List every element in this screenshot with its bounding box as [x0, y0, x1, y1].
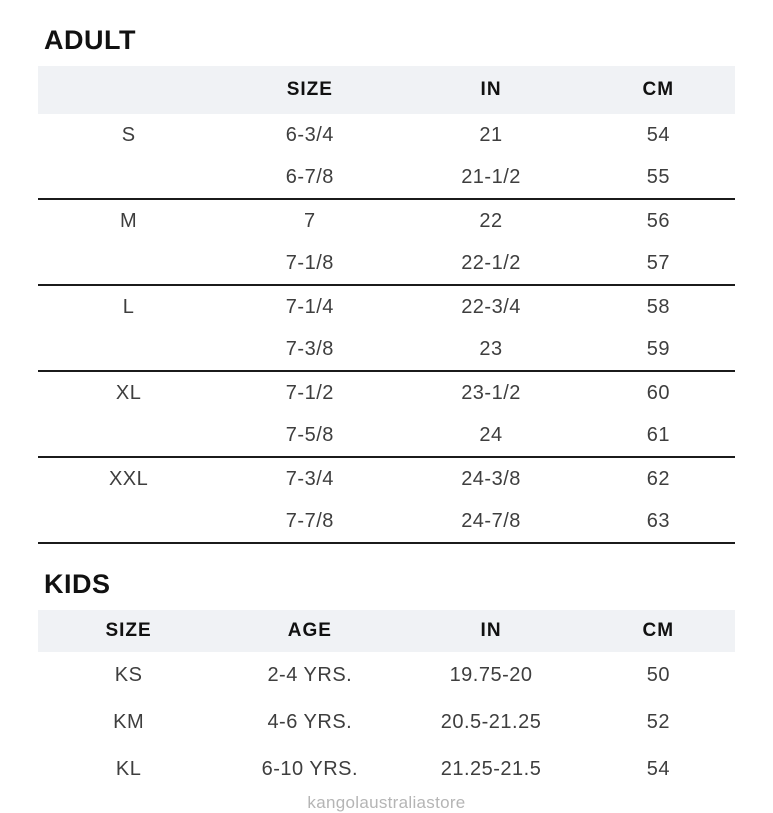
adult-section-title: ADULT	[44, 25, 136, 55]
table-row	[38, 199, 735, 242]
table-row	[38, 414, 735, 457]
size-group-label: KM	[113, 711, 145, 733]
table-row	[38, 242, 735, 285]
cell-size: 6-3/4	[285, 123, 334, 146]
cell-blank	[38, 242, 219, 285]
kids-col-header-cm: CM	[582, 610, 735, 652]
cell-cm: 58	[646, 295, 670, 318]
adult-col-header-size: SIZE	[219, 66, 400, 114]
kids-header-row	[38, 610, 735, 652]
adult-size-table	[38, 66, 735, 544]
cell-in: 24	[400, 414, 581, 457]
cell-cm: 59	[582, 328, 735, 371]
cell-cm: 54	[646, 123, 670, 146]
size-group-label: L	[122, 295, 135, 318]
cell-age: 6-10 YRS.	[261, 758, 359, 780]
cell-size: 7-5/8	[219, 414, 400, 457]
table-row	[38, 652, 735, 699]
kids-size-table	[38, 610, 735, 793]
cell-in: 20.5-21.25	[440, 711, 542, 733]
cell-cm: 62	[646, 467, 670, 490]
table-row	[38, 457, 735, 500]
cell-cm: 55	[582, 156, 735, 199]
cell-cm: 52	[646, 711, 670, 733]
table-row	[38, 156, 735, 199]
size-group-label: M	[120, 209, 138, 232]
table-row	[38, 371, 735, 414]
kids-col-header-in: IN	[400, 610, 581, 652]
cell-size: 7-7/8	[219, 500, 400, 543]
cell-size: 7-1/2	[285, 381, 334, 404]
cell-size: 7	[304, 209, 316, 232]
kids-section-title: KIDS	[44, 569, 111, 599]
adult-col-header-blank	[38, 66, 219, 114]
cell-size: 7-1/8	[219, 242, 400, 285]
cell-blank	[38, 500, 219, 543]
cell-in: 23	[400, 328, 581, 371]
cell-age: 2-4 YRS.	[267, 664, 353, 686]
cell-cm: 50	[646, 664, 670, 686]
cell-cm: 61	[582, 414, 735, 457]
kids-col-header-age: AGE	[219, 610, 400, 652]
cell-age: 4-6 YRS.	[267, 711, 353, 733]
size-group-label: XL	[115, 381, 142, 404]
cell-cm: 54	[646, 758, 670, 780]
table-row	[38, 114, 735, 156]
cell-blank	[38, 414, 219, 457]
cell-blank	[38, 328, 219, 371]
table-row	[38, 285, 735, 328]
cell-cm: 56	[646, 209, 670, 232]
cell-in: 22-1/2	[400, 242, 581, 285]
adult-header-row	[38, 66, 735, 114]
cell-in: 22-3/4	[461, 295, 521, 318]
cell-size: 7-1/4	[285, 295, 334, 318]
cell-in: 23-1/2	[461, 381, 521, 404]
cell-cm: 63	[582, 500, 735, 543]
cell-cm: 60	[646, 381, 670, 404]
cell-in: 22	[479, 209, 503, 232]
cell-in: 24-3/8	[461, 467, 521, 490]
adult-col-header-in: IN	[400, 66, 581, 114]
adult-col-header-cm: CM	[582, 66, 735, 114]
size-group-label: KS	[114, 664, 143, 686]
cell-in: 19.75-20	[449, 664, 533, 686]
size-group-label: S	[121, 123, 136, 146]
cell-in: 24-7/8	[400, 500, 581, 543]
kids-col-header-size: SIZE	[38, 610, 219, 652]
cell-size: 7-3/8	[219, 328, 400, 371]
cell-in: 21	[479, 123, 503, 146]
table-row	[38, 500, 735, 543]
adult-section	[38, 26, 735, 544]
table-row	[38, 328, 735, 371]
cell-blank	[38, 156, 219, 199]
watermark: kangolaustraliastore	[307, 793, 466, 812]
kids-section	[38, 570, 735, 793]
size-group-label: KL	[115, 758, 142, 780]
table-row	[38, 699, 735, 746]
cell-cm: 57	[582, 242, 735, 285]
size-group-label: XXL	[108, 467, 149, 490]
cell-size: 7-3/4	[285, 467, 334, 490]
table-row	[38, 746, 735, 793]
cell-size: 6-7/8	[219, 156, 400, 199]
cell-in: 21-1/2	[400, 156, 581, 199]
cell-in: 21.25-21.5	[440, 758, 542, 780]
